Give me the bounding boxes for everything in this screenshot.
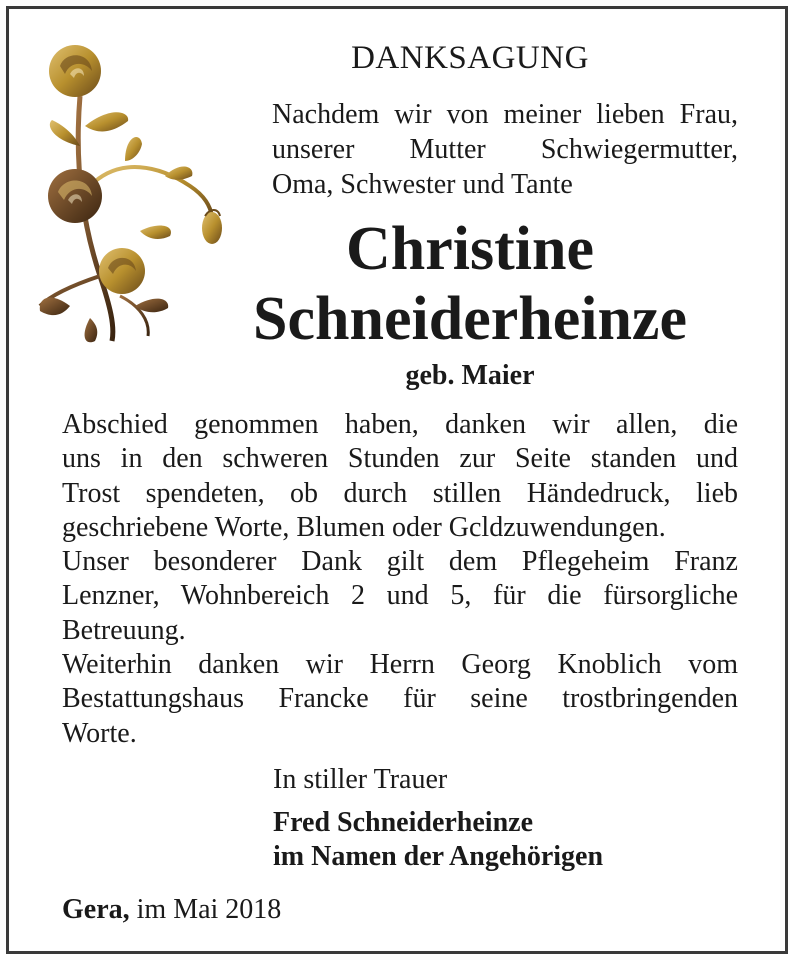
body-line: Abschied genommen haben, danken wir allen, die — [62, 409, 738, 440]
signoff: In stiller Trauer — [273, 764, 448, 795]
intro-line: unserer Mutter Schwiegermutter, — [272, 134, 738, 165]
notice-heading: DANKSAGUNG — [351, 40, 589, 76]
body-line: Lenzner, Wohnbereich 2 und 5, für die fürsorgliche — [62, 580, 738, 612]
intro-line: Nachdem wir von meiner lieben Frau, — [272, 99, 738, 130]
body-line: geschriebene Worte, Blumen oder Gcldzuwendungen. — [62, 511, 666, 543]
body-line: uns in den schweren Stunden zur Seite standen und — [62, 443, 738, 475]
thanks-text — [62, 408, 738, 751]
birth-name: geb. Maier — [405, 360, 535, 391]
place-city: Gera, — [62, 894, 130, 925]
place-date-text: im Mai 2018 — [136, 894, 282, 925]
signers — [273, 806, 603, 874]
rose-branch-icon — [30, 36, 230, 348]
place-date — [62, 894, 281, 926]
signer-name: Fred Schneiderheinze — [273, 807, 534, 838]
body-line: Unser besonderer Dank gilt dem Pflegeheim Franz — [62, 546, 738, 578]
body-line: Bestattungshaus Francke für seine trostbringenden — [62, 683, 738, 715]
body-line: Trost spendeten, ob durch stillen Händedruck, lieb — [62, 477, 738, 509]
intro-line: Oma, Schwester und Tante — [272, 169, 573, 200]
deceased-last-name: Schneiderheinze — [253, 285, 687, 353]
body-line: Weiterhin danken wir Herrn Georg Knoblich vom — [62, 649, 738, 681]
body-line: Worte. — [62, 717, 137, 749]
intro-text — [272, 97, 738, 202]
deceased-name — [215, 214, 725, 354]
deceased-first-name: Christine — [346, 215, 594, 283]
signer-note: im Namen der Angehörigen — [273, 841, 604, 872]
body-line: Betreuung. — [62, 614, 186, 646]
